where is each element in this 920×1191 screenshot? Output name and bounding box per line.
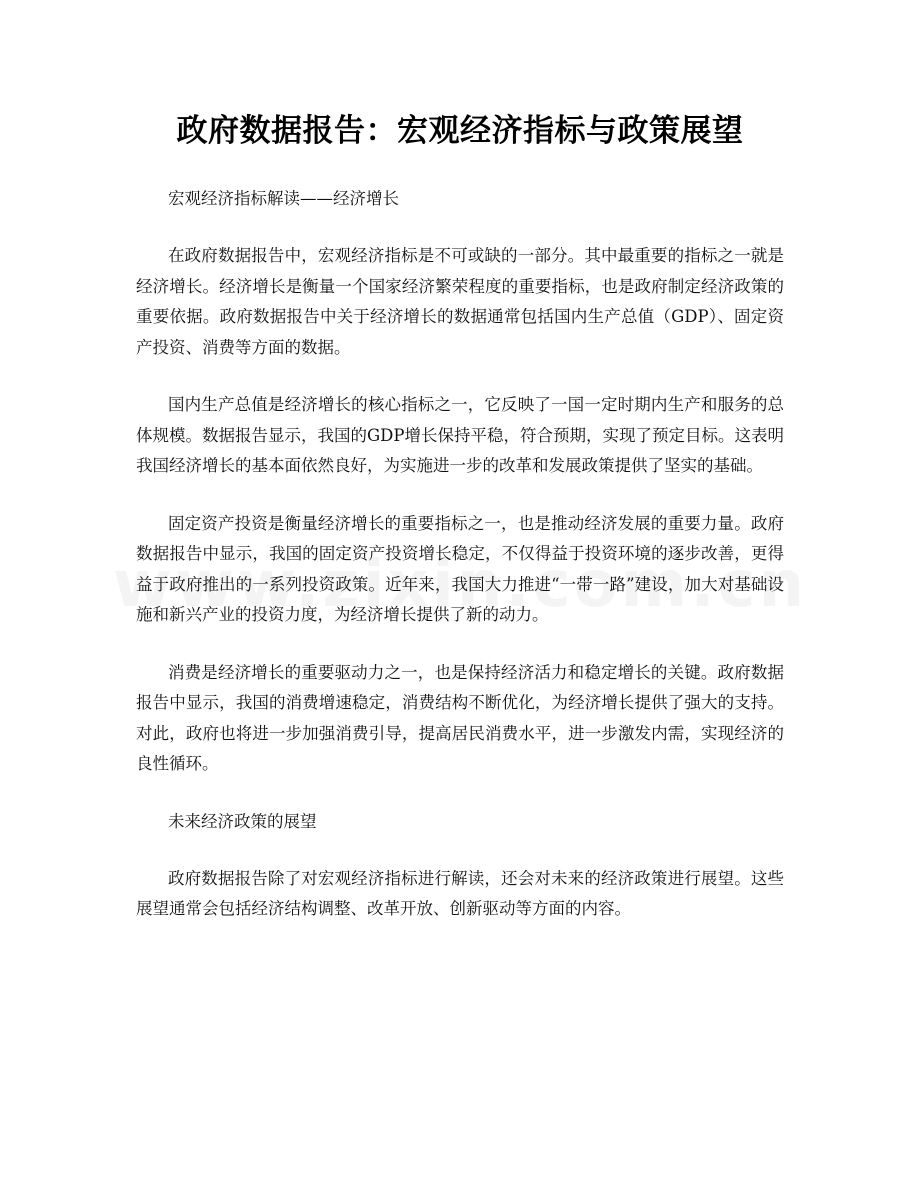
paragraph: 政府数据报告除了对宏观经济指标进行解读，还会对未来的经济政策进行展望。这些展望通常会包括经济结构调整、改革开放、创新驱动等方面的内容。 [136,868,784,918]
paragraph: 固定资产投资是衡量经济增长的重要指标之一，也是推动经济发展的重要力量。政府数据报告中显示，我国的固定资产投资增长稳定，不仅得益于投资环境的逐步改善，更得益于政府推出的一系列投资政策。近年来，我国大力推进“一带一路”建设，加大对基础设施和新兴产业的投资力度，为经济增长提供了新的动力。 [136,513,784,624]
document-title: 政府数据报告：宏观经济指标与政策展望 [176,113,744,149]
document-body [136,184,784,952]
section-heading-policy-outlook: 未来经济政策的展望 [168,811,317,831]
section-heading-economic-growth: 宏观经济指标解读——经济增长 [168,189,399,208]
paragraph: 国内生产总值是经济增长的核心指标之一，它反映了一国一定时期内生产和服务的总体规模。数据报告显示，我国的GDP增长保持平稳，符合预期，实现了预定目标。这表明我国经济增长的基本面依然良好，为实施进一步的改革和发展政策提供了坚实的基础。 [136,395,785,475]
paragraph: 消费是经济增长的重要驱动力之一，也是保持经济活力和稳定增长的关键。政府数据报告中显示，我国的消费增速稳定，消费结构不断优化，为经济增长提供了强大的支持。对此，政府也将进一步加强消费引导，提高居民消费水平，进一步激发内需，实现经济的良性循环。 [136,662,784,773]
paragraph: 在政府数据报告中，宏观经济指标是不可或缺的一部分。其中最重要的指标之一就是经济增长。经济增长是衡量一个国家经济繁荣程度的重要指标，也是政府制定经济政策的重要依据。政府数据报告中关于经济增长的数据通常包括国内生产总值（GDP）、固定资产投资、消费等方面的数据。 [136,246,784,357]
